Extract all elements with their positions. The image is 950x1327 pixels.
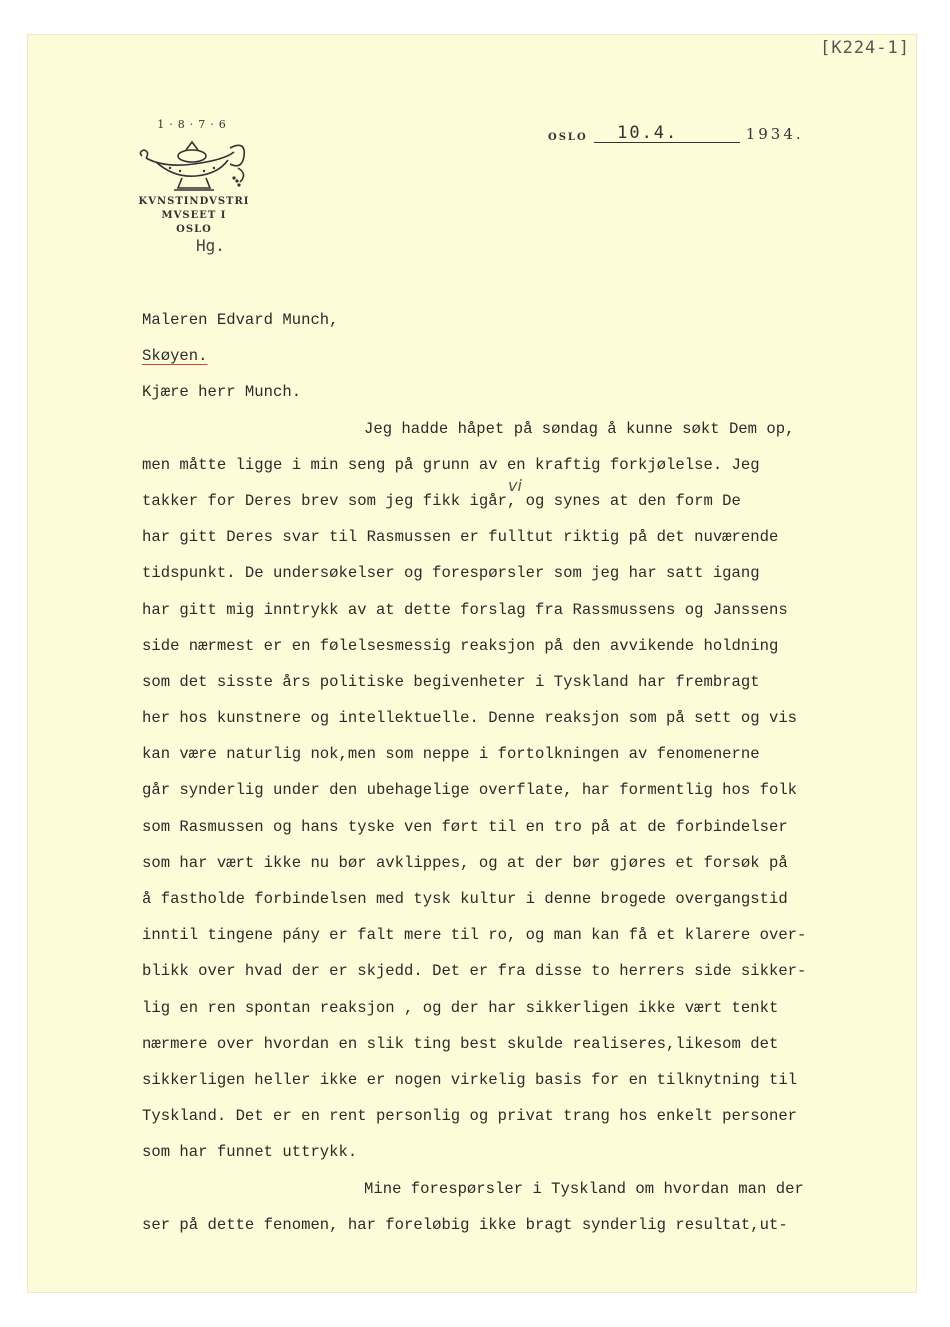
letterhead-line-3: OSLO	[176, 224, 212, 235]
body-line: som Rasmussen og hans tyske ven ført til en tro på at de forbindelser	[142, 817, 788, 836]
body-line: lig en ren spontan reaksjon , og der har sikkerligen ikke vært tenkt	[142, 998, 779, 1017]
letterhead-line-2: MVSEET I	[161, 210, 227, 221]
body-line: som har vært ikke nu bør avklippes, og at der bør gjøres et forsøk på	[142, 853, 788, 872]
body-line: ser på dette fenomen, har foreløbig ikke bragt synderlig resultat,ut-	[142, 1215, 788, 1234]
body-line: Mine forespørsler i Tyskland om hvordan man der	[364, 1179, 804, 1198]
letterhead-year: 1·8·7·6	[157, 118, 231, 131]
handwritten-insertion: vi	[508, 476, 522, 495]
body-line: har gitt Deres svar til Rasmussen er fulltut riktig på det nuværende	[142, 528, 779, 547]
dateline-place: OSLO	[548, 132, 588, 143]
archive-reference: [K224-1]	[820, 38, 910, 58]
dateline	[548, 124, 804, 143]
salutation: Kjære herr Munch.	[142, 383, 302, 402]
body-line: Jeg hadde håpet på søndag å kunne søkt Dem op,	[364, 419, 795, 438]
dateline-day: 10.4.	[594, 124, 702, 143]
museum-letterhead	[128, 118, 260, 236]
recipient-location: Skøyen.	[142, 347, 208, 366]
body-line: men måtte ligge i min seng på grunn av en kraftig forkjølelse. Jeg	[142, 455, 760, 474]
body-line: å fastholde forbindelsen med tysk kultur i denne brogede overgangstid	[142, 890, 788, 908]
oil-lamp-logo-icon	[134, 134, 254, 194]
body-line: går synderlig under den ubehagelige overflate, har formentlig hos folk	[142, 781, 798, 800]
dateline-year: 1934.	[745, 125, 804, 143]
body-line: tidspunkt. De undersøkelser og forespørsler som jeg har satt igang	[142, 564, 760, 583]
body-line: har gitt mig inntrykk av at dette forslag fra Rassmussens og Janssens	[142, 600, 788, 619]
body-line: sikkerligen heller ikke er nogen virkelig basis for en tilknytning til	[142, 1070, 798, 1089]
dateline-rule	[702, 142, 740, 143]
body-line: blikk over hvad der er skjedd. Det er fra disse to herrers side sikker-	[142, 962, 807, 981]
body-line: kan være naturlig nok,men som neppe i fortolkningen av fenomenerne	[142, 745, 760, 764]
body-line: Tyskland. Det er en rent personlig og privat trang hos enkelt personer	[142, 1107, 798, 1126]
body-line: inntil tingene pány er falt mere til ro, og man kan få et klarere over-	[142, 926, 807, 945]
body-line: som har funnet uttrykk.	[142, 1143, 358, 1162]
body-line: her hos kunstnere og intellektuelle. Denne reaksjon som på sett og vis	[142, 709, 798, 728]
body-line: side nærmest er en følelsesmessig reaksjon på den avvikende holdning	[142, 636, 779, 655]
reference-initials: Hg.	[196, 236, 225, 255]
letterhead-line-1: KVNSTINDVSTRI	[138, 196, 250, 207]
body-line: som det sisste års politiske begivenheter i Tyskland har frembragt	[142, 672, 760, 691]
recipient: Maleren Edvard Munch,	[142, 311, 339, 329]
body-line: nærmere over hvordan en slik ting best skulde realiseres,likesom det	[142, 1034, 779, 1053]
letter-body	[142, 302, 882, 1243]
body-line: takker for Deres brev som jeg fikk igår, og synes at den form De	[142, 491, 741, 510]
